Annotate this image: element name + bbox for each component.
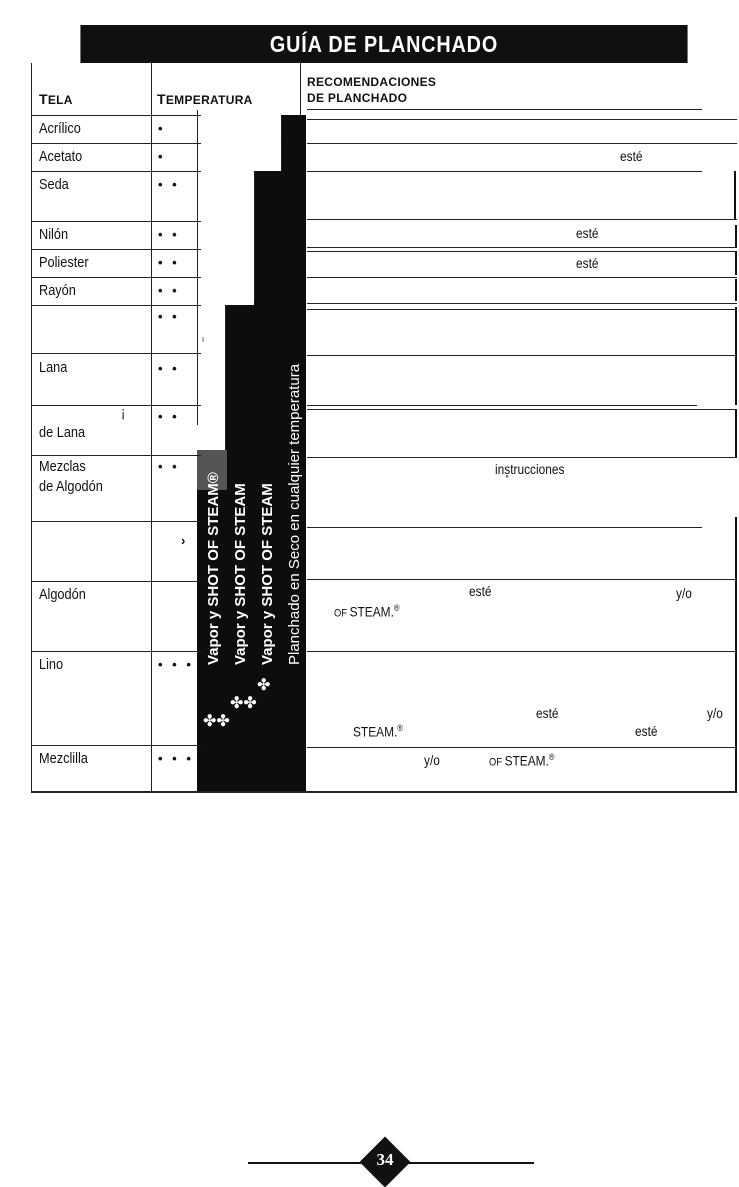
rec-line bbox=[307, 119, 737, 120]
label-vapor-shot-mid: Vapor y SHOT OF STEAM bbox=[259, 483, 276, 665]
ironing-guide-table bbox=[31, 25, 737, 793]
rec-line bbox=[307, 355, 737, 356]
row-line bbox=[31, 405, 201, 406]
row-line bbox=[31, 171, 201, 172]
border-right-rayon bbox=[735, 279, 737, 301]
border-right-bottom bbox=[735, 517, 737, 793]
temp-dots: › bbox=[181, 533, 189, 548]
rec-lino-este: esté bbox=[536, 705, 559, 721]
fabric-rayon: Rayón bbox=[39, 282, 76, 299]
border-left bbox=[31, 63, 32, 793]
fabric-nilon: Nilón bbox=[39, 226, 69, 243]
rec-line bbox=[307, 251, 737, 252]
header-recomendaciones: RECOMENDACIONES bbox=[307, 75, 437, 89]
page-number: 34 bbox=[376, 1150, 394, 1169]
temp-dots: • • bbox=[158, 255, 180, 270]
border-right-poliester bbox=[735, 251, 737, 275]
row-line bbox=[31, 143, 201, 144]
clover-icon-mid: ✤ bbox=[257, 677, 271, 694]
rec-line bbox=[307, 405, 697, 406]
fabric-de-lana: de Lana bbox=[39, 424, 86, 441]
label-vapor-shot-high: Vapor y SHOT OF STEAM bbox=[232, 483, 249, 665]
rec-lino-steam: STEAM.® bbox=[353, 723, 403, 740]
stray-mark: ı bbox=[202, 334, 205, 344]
temp-dots: • • bbox=[158, 361, 180, 376]
temp-dots: • • • bbox=[158, 751, 194, 766]
blank-lana bbox=[201, 306, 226, 449]
rec-line bbox=[307, 143, 737, 144]
row-line bbox=[31, 353, 201, 354]
temp-dots: • bbox=[158, 149, 166, 164]
fabric-lana: Lana bbox=[39, 359, 68, 376]
rec-line bbox=[307, 579, 737, 580]
temp-dots: • • • bbox=[158, 657, 194, 672]
rec-line bbox=[307, 309, 737, 310]
rec-line bbox=[307, 457, 737, 458]
blank-acetato bbox=[201, 144, 282, 171]
rec-line bbox=[307, 747, 737, 748]
temp-bar-mid bbox=[254, 171, 282, 791]
row-line bbox=[31, 651, 201, 652]
border-right-seda bbox=[734, 171, 736, 219]
rec-nilon: esté bbox=[576, 225, 599, 241]
fabric-algodon: Algodón bbox=[39, 586, 86, 603]
rec-algodon-steam: OF STEAM.® bbox=[334, 603, 400, 620]
fabric-seda: Seda bbox=[39, 176, 69, 193]
blank-seda-rayon bbox=[201, 172, 255, 302]
rec-lino-yo: y/o bbox=[707, 705, 723, 721]
rec-algodon-yo: y/o bbox=[676, 585, 692, 601]
fabric-mezclilla: Mezclilla bbox=[39, 750, 88, 767]
header-temperatura: TEMPERATURA bbox=[157, 91, 253, 107]
row-line bbox=[31, 581, 201, 582]
border-right-nilon bbox=[735, 225, 737, 247]
row-line bbox=[31, 455, 201, 456]
rec-line bbox=[307, 171, 702, 172]
rec-mezclilla-steam: OF STEAM.® bbox=[489, 752, 555, 769]
rec-poliester: esté bbox=[576, 255, 599, 271]
row-line bbox=[31, 249, 201, 250]
label-vapor-shot-max: Vapor y SHOT OF STEAM® bbox=[205, 472, 222, 665]
header-de-planchado: DE PLANCHADO bbox=[307, 91, 408, 105]
table-bottom bbox=[31, 791, 737, 793]
temp-dots: • • bbox=[158, 227, 180, 242]
fabric-de-algodon: de Algodón bbox=[39, 478, 103, 495]
border-right-lana bbox=[735, 353, 737, 405]
rec-line bbox=[307, 247, 737, 248]
page-title: GUÍA DE PLANCHADO bbox=[80, 25, 687, 63]
fabric-poliester: Poliester bbox=[39, 254, 89, 271]
fabric-mezclas: Mezclas bbox=[39, 458, 86, 475]
clover-icon-max: ✤✤ bbox=[203, 713, 230, 730]
border-header-temp bbox=[300, 63, 301, 115]
fabric-mezcla-lana-mark: ¡ bbox=[121, 404, 126, 421]
temp-dots: • • bbox=[158, 283, 180, 298]
row-line bbox=[31, 277, 201, 278]
footer-line-left bbox=[248, 1162, 368, 1164]
border-right-rayon2 bbox=[735, 307, 737, 353]
blank-acrilico bbox=[201, 117, 282, 143]
rec-acetato: esté bbox=[620, 148, 643, 164]
rec-mezclilla-yo: y/o bbox=[424, 752, 440, 768]
clover-icon-high: ✤✤ bbox=[230, 695, 257, 712]
row-line bbox=[31, 305, 201, 306]
fabric-lino: Lino bbox=[39, 656, 64, 673]
rec-line bbox=[307, 219, 737, 220]
rec-line bbox=[307, 277, 737, 278]
row-line bbox=[31, 521, 201, 522]
label-planchado-en-seco: Planchado en Seco en cualquier temperatura bbox=[286, 363, 303, 665]
temp-dots: • • bbox=[158, 409, 180, 424]
row-line bbox=[31, 221, 201, 222]
rec-line bbox=[307, 303, 737, 304]
header-tela: TELA bbox=[39, 91, 73, 107]
temp-dots: • bbox=[158, 121, 166, 136]
fabric-acrilico: Acrílico bbox=[39, 120, 81, 137]
fabric-acetato: Acetato bbox=[39, 148, 83, 165]
rec-line bbox=[307, 527, 702, 528]
temp-dots: • • bbox=[158, 459, 180, 474]
row-line bbox=[31, 115, 201, 116]
rec-algodon-este: esté bbox=[469, 583, 492, 599]
header-underline bbox=[307, 109, 702, 110]
row-line bbox=[31, 745, 201, 746]
rec-line bbox=[307, 409, 737, 410]
rec-line bbox=[307, 651, 737, 652]
border-col-dots bbox=[197, 110, 198, 425]
temp-dots: • • bbox=[158, 309, 180, 324]
border-right-lana2 bbox=[735, 410, 737, 458]
border-col-tela bbox=[151, 63, 152, 793]
footer-line-right bbox=[402, 1162, 534, 1164]
rec-lino-este-2: esté bbox=[635, 723, 658, 739]
rec-mezclas: ins̥trucciones bbox=[495, 461, 565, 477]
temp-dots: • • bbox=[158, 177, 180, 192]
